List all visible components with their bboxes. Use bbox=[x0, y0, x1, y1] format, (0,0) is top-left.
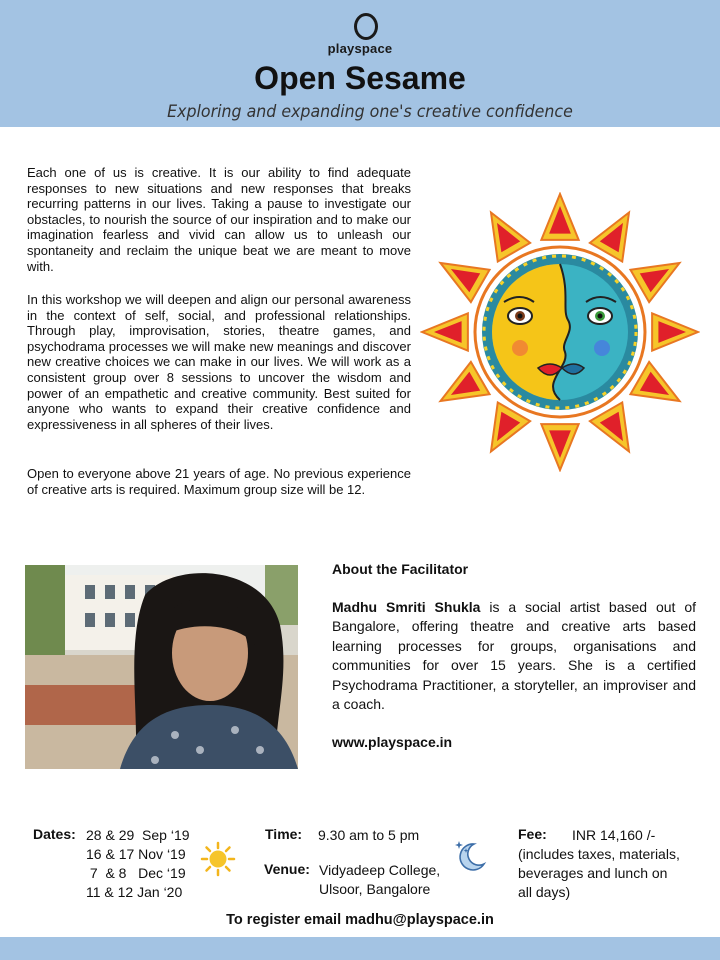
sun-icon bbox=[200, 841, 236, 877]
page-subtitle: Exploring and expanding one's creative confidence bbox=[167, 102, 573, 122]
facilitator-photo bbox=[25, 565, 298, 769]
brand-name: playspace bbox=[327, 41, 393, 56]
playspace-logo-icon bbox=[354, 13, 378, 40]
intro-paragraph-1: Each one of us is creative. It is our ability to find adequate responses to new situations and new responses that breaks recurring patterns in our lives. Taking a pause to investigate our obstacles, to nourish the source of our inspiration and to make our imagination fearless and vivid can allow us to unleash our spontaneity and reclaim the unique beat we are meant to move with. bbox=[27, 165, 411, 274]
venue-label: Venue: bbox=[264, 861, 310, 877]
footer-banner bbox=[0, 937, 720, 960]
fee-label: Fee: bbox=[518, 826, 547, 842]
sun-moon-face-icon bbox=[420, 192, 700, 472]
fee-note: (includes taxes, materials, beverages and lunch on all days) bbox=[518, 846, 680, 900]
venue-line-2: Ulsoor, Bangalore bbox=[319, 881, 431, 897]
intro-paragraph-3: Open to everyone above 21 years of age. No previous experience of creative arts is required. Maximum group size will be 12. bbox=[27, 466, 411, 497]
website-link[interactable]: www.playspace.in bbox=[332, 734, 453, 750]
date-item: 7 & 8 Dec ‘19 bbox=[86, 865, 186, 881]
time-value: 9.30 am to 5 pm bbox=[318, 827, 420, 843]
register-instruction: To register email madhu@playspace.in bbox=[226, 912, 494, 928]
about-heading: About the Facilitator bbox=[332, 561, 469, 577]
date-item: 28 & 29 Sep ‘19 bbox=[86, 827, 190, 843]
venue-value bbox=[319, 861, 440, 899]
facilitator-name: Madhu Smriti Shukla bbox=[332, 599, 481, 615]
dates-label: Dates: bbox=[33, 826, 76, 842]
dates-list bbox=[86, 826, 190, 902]
time-label: Time: bbox=[265, 826, 303, 842]
facilitator-bio-text: is a social artist based out of Bangalore, offering theatre and creative arts based learning processes for groups, organisations and communities for over 15 years. She is a certified Psychodrama Practitioner, a storyteller, an improviser and a coach. bbox=[332, 599, 696, 713]
date-item: 16 & 17 Nov ‘19 bbox=[86, 846, 186, 862]
page-title: Open Sesame bbox=[254, 60, 466, 96]
moon-stars-icon bbox=[452, 838, 488, 874]
facilitator-bio bbox=[332, 598, 696, 714]
date-item: 11 & 12 Jan ‘20 bbox=[86, 884, 183, 900]
intro-paragraph-2: In this workshop we will deepen and align our personal awareness in the context of self, social, and professional relationships. Through play, improvisation, stories, theatre games, and psychodrama processes we will make new meanings and discover new creative choices we can make in our lives. We will work as a consistent group over 8 sessions to uncover the wisdom and power of an empathetic and creative community. Best suited for anyone who wants to expand their creative confidence and expressiveness in all spheres of their lives. bbox=[27, 292, 411, 432]
fee-amount: INR 14,160 /- bbox=[572, 827, 656, 843]
header-banner bbox=[0, 0, 720, 127]
venue-line-1: Vidyadeep College, bbox=[319, 862, 441, 878]
